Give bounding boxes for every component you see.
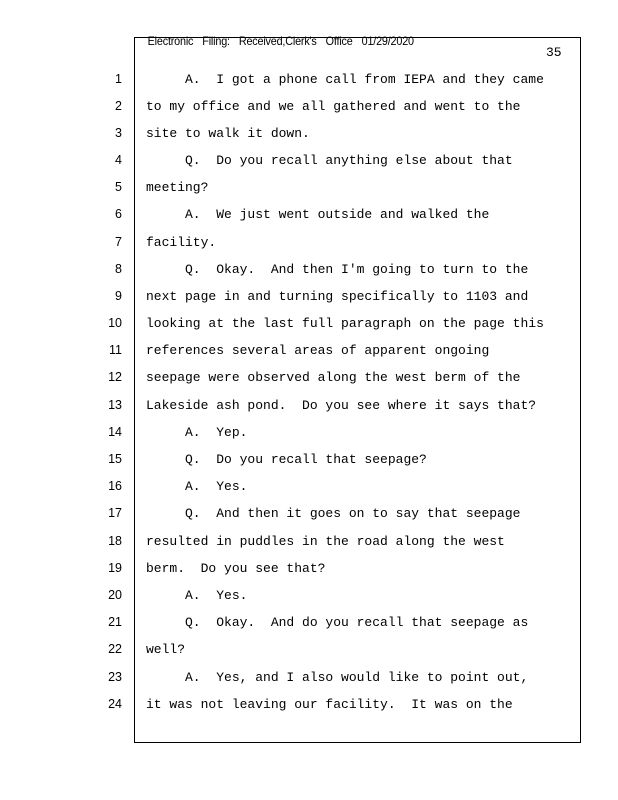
line-number: 11	[109, 343, 122, 357]
line-text: Q. And then it goes on to say that seepage	[146, 506, 521, 521]
line-text: A. We just went outside and walked the	[146, 207, 490, 222]
line-number: 7	[115, 235, 122, 249]
line-text: Q. Okay. And then I'm going to turn to the	[146, 262, 529, 277]
filing-stamp-received: Received,Clerk's	[238, 34, 317, 48]
line-number: 1	[115, 72, 122, 86]
line-number: 13	[108, 398, 122, 412]
line-number: 17	[108, 506, 122, 520]
line-text: Lakeside ash pond. Do you see where it says that?	[146, 398, 537, 413]
filing-stamp-filing: Filing:	[202, 34, 230, 48]
line-number: 21	[108, 615, 122, 629]
line-number: 8	[115, 262, 122, 276]
page-number: 35	[546, 45, 562, 60]
line-number: 22	[108, 642, 122, 656]
line-text: A. Yep.	[146, 425, 248, 440]
line-text: A. Yes.	[146, 479, 248, 494]
line-text: A. Yes, and I also would like to point out,	[146, 670, 529, 685]
line-number: 24	[108, 697, 122, 711]
line-number: 5	[115, 180, 122, 194]
line-text: Q. Do you recall that seepage?	[146, 452, 427, 467]
line-text: it was not leaving our facility. It was on the	[146, 697, 513, 712]
line-number: 15	[108, 452, 122, 466]
filing-stamp-date: 01/29/2020	[361, 34, 414, 48]
line-number: 14	[108, 425, 122, 439]
line-number: 4	[115, 153, 122, 167]
line-text: looking at the last full paragraph on the page this	[146, 316, 544, 331]
line-number: 9	[115, 289, 122, 303]
line-text: A. I got a phone call from IEPA and they came	[146, 72, 544, 87]
line-number: 19	[108, 561, 122, 575]
line-text: site to walk it down.	[146, 126, 310, 141]
line-number: 12	[108, 370, 122, 384]
line-number: 23	[108, 670, 122, 684]
line-number: 20	[108, 588, 122, 602]
line-number: 16	[108, 479, 122, 493]
filing-stamp-electronic: Electronic	[147, 34, 194, 48]
line-text: well?	[146, 642, 186, 657]
filing-stamp-office: Office	[325, 34, 353, 48]
line-text: resulted in puddles in the road along the west	[146, 534, 505, 549]
transcript-page-frame	[134, 37, 581, 743]
line-number: 18	[108, 534, 122, 548]
line-text: seepage were observed along the west berm of the	[146, 370, 521, 385]
line-text: berm. Do you see that?	[146, 561, 326, 576]
line-number: 2	[115, 99, 122, 113]
line-text: to my office and we all gathered and went to the	[146, 99, 521, 114]
line-text: facility.	[146, 235, 217, 250]
line-number: 10	[108, 316, 122, 330]
line-text: Q. Do you recall anything else about that	[146, 153, 513, 168]
line-text: references several areas of apparent ongoing	[146, 343, 490, 358]
line-text: next page in and turning specifically to 1103 and	[146, 289, 529, 304]
line-text: meeting?	[146, 180, 209, 195]
line-text: Q. Okay. And do you recall that seepage as	[146, 615, 529, 630]
line-number: 3	[115, 126, 122, 140]
line-number: 6	[115, 207, 122, 221]
line-text: A. Yes.	[146, 588, 248, 603]
